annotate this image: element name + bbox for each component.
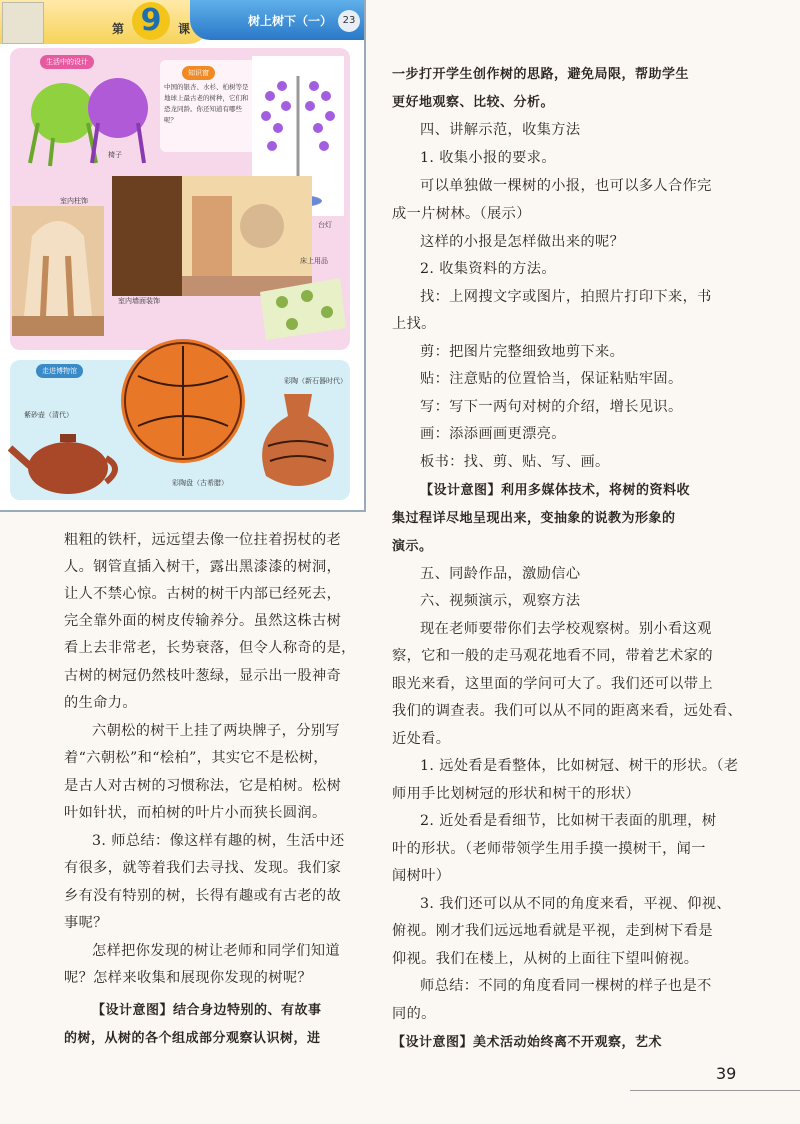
inset-header bbox=[0, 0, 364, 46]
knowledge-text: 中国的银杏、水杉、柏树等是地球上最古老的树种，它们和恐龙同龄。你还知道有哪些呢？ bbox=[164, 83, 249, 124]
body-line: 师总结：不同的角度看同一棵树的样子也是不 bbox=[420, 978, 712, 994]
caption-chair: 椅子 bbox=[108, 151, 122, 159]
caption-jar: 彩陶（新石器时代） bbox=[284, 377, 347, 385]
teapot-image bbox=[8, 420, 124, 500]
body-line: 成一片树林。（展示） bbox=[392, 206, 531, 222]
body-line: 有很多，就等着我们去寻找、发现。我们家 bbox=[64, 860, 342, 876]
lesson-number: 9 bbox=[132, 2, 170, 40]
body-line: 师用手比划树冠的形状和树干的形状） bbox=[392, 786, 640, 802]
publisher-badge-icon bbox=[2, 2, 44, 44]
body-line: 古树的树冠仍然枝叶葱绿，显示出一股神奇 bbox=[64, 668, 342, 684]
body-line: 着“六朝松”和“桧柏”，其实它不是松树， bbox=[64, 750, 329, 766]
body-line: 事呢？ bbox=[64, 915, 108, 931]
body-line: 画：添添画画更漂亮。 bbox=[420, 426, 566, 442]
lesson-prefix: 第 bbox=[112, 22, 125, 36]
painted-plate-image bbox=[118, 336, 248, 466]
body-line: 叶如针状，而柏树的叶片小而狭长圆润。 bbox=[64, 805, 327, 821]
body-line: 闻树叶） bbox=[392, 868, 451, 884]
body-line: 这样的小报是怎样做出来的呢？ bbox=[420, 234, 625, 250]
museum-tag: 走进博物馆 bbox=[36, 364, 83, 378]
body-line: 同的。 bbox=[392, 1006, 436, 1022]
body-line: 呢？怎样来收集和展现你发现的树呢？ bbox=[64, 970, 312, 986]
body-line: 找：上网搜文字或图片，拍照片打印下来，书 bbox=[420, 289, 712, 305]
tree-chairs-image bbox=[18, 68, 158, 168]
section-heading: 五、同龄作品，激励信心 bbox=[420, 566, 581, 582]
body-line: 叶的形状。（老师带领学生用手摸一摸树干，闻一 bbox=[392, 841, 706, 857]
body-line: 贴：注意贴的位置恰当，保证粘贴牢固。 bbox=[420, 371, 683, 387]
body-line: 让人不禁心惊。古树的树干内部已经死去， bbox=[64, 586, 342, 602]
body-line: 剪：把图片完整细致地剪下来。 bbox=[420, 344, 625, 360]
body-line: 3. 师总结：像这样有趣的树，生活中还 bbox=[92, 833, 345, 849]
textbook-inset bbox=[0, 0, 366, 512]
section-heading: 六、视频演示，观察方法 bbox=[420, 593, 581, 609]
body-line: 近处看。 bbox=[392, 731, 451, 747]
caption-lamp: 台灯 bbox=[318, 221, 332, 229]
body-line: 上找。 bbox=[392, 316, 436, 332]
body-line: 板书：找、剪、贴、写、画。 bbox=[420, 454, 610, 470]
body-line: 1. 收集小报的要求。 bbox=[420, 150, 556, 166]
design-intent-line: 【设计意图】利用多媒体技术，将树的资料收 bbox=[420, 483, 691, 498]
footer-rule bbox=[630, 1090, 800, 1091]
lesson-suffix: 课 bbox=[178, 22, 191, 36]
design-intent-line: 的树，从树的各个组成部分观察认识树，进 bbox=[64, 1031, 321, 1046]
body-line: 是古人对古树的习惯称法，它是柏树。松树 bbox=[64, 778, 342, 794]
body-line: 2. 近处看是看细节，比如树干表面的肌理，树 bbox=[420, 813, 717, 829]
body-line: 1. 远处看是看整体，比如树冠、树干的形状。（老 bbox=[420, 758, 739, 774]
bedding-image bbox=[252, 272, 348, 342]
body-line: 完全靠外面的树皮传输养分。虽然这株古树 bbox=[64, 613, 342, 629]
body-line: 写：写下一两句对树的介绍，增长见识。 bbox=[420, 399, 683, 415]
caption-pillar: 室内柱饰 bbox=[60, 197, 88, 205]
body-line: 察，它和一般的走马观花地看不同，带着艺术家的 bbox=[392, 648, 713, 664]
design-intent-line: 【设计意图】结合身边特别的、有故事 bbox=[92, 1003, 322, 1018]
body-line: 俯视。刚才我们远远地看就是平视，走到树下看是 bbox=[392, 923, 713, 939]
design-intent-line: 更好地观察、比较、分析。 bbox=[392, 95, 555, 110]
design-intent-line: 【设计意图】美术活动始终离不开观察，艺术 bbox=[392, 1035, 663, 1050]
caption-plate: 彩陶盘（古希腊） bbox=[172, 479, 228, 487]
body-line: 我们的调查表。我们可以从不同的距离来看，远处看、 bbox=[392, 703, 743, 719]
design-intent-line: 演示。 bbox=[392, 539, 433, 554]
body-line: 怎样把你发现的树让老师和同学们知道 bbox=[92, 943, 340, 959]
caption-teapot: 紫砂壶（清代） bbox=[24, 411, 73, 419]
body-line: 人。钢管直插入树干，露出黑漆漆的树洞， bbox=[64, 559, 342, 575]
life-design-tag: 生活中的设计 bbox=[40, 55, 94, 69]
body-line: 六朝松的树干上挂了两块牌子，分别写 bbox=[92, 723, 340, 739]
body-line: 粗粗的铁杆，远远望去像一位拄着拐杖的老 bbox=[64, 532, 342, 548]
knowledge-tag: 知识窗 bbox=[182, 66, 215, 80]
section-heading: 四、讲解示范，收集方法 bbox=[420, 122, 581, 138]
body-line: 乡有没有特别的树，长得有趣或有古老的故 bbox=[64, 888, 342, 904]
body-line: 的生命力。 bbox=[64, 695, 137, 711]
lesson-title: 树上树下（一） bbox=[248, 14, 333, 28]
body-line: 3. 我们还可以从不同的角度来看，平视、仰视、 bbox=[420, 896, 731, 912]
body-line: 看上去非常老，长势衰落，但令人称奇的是， bbox=[64, 640, 356, 656]
design-intent-line: 一步打开学生创作树的思路，避免局限，帮助学生 bbox=[392, 67, 690, 82]
body-line: 现在老师要带你们去学校观察树。别小看这观 bbox=[420, 621, 712, 637]
body-line: 2. 收集资料的方法。 bbox=[420, 261, 556, 277]
caption-bed: 床上用品 bbox=[300, 257, 328, 265]
design-intent-line: 集过程详尽地呈现出来，变抽象的说教为形象的 bbox=[392, 511, 676, 526]
inset-page-number: 23 bbox=[338, 10, 360, 32]
body-line: 眼光来看，这里面的学问可大了。我们还可以带上 bbox=[392, 676, 713, 692]
painted-jar-image bbox=[248, 386, 348, 496]
page-number: 39 bbox=[716, 1064, 737, 1083]
caption-wall: 室内墙面装饰 bbox=[118, 297, 160, 305]
body-line: 仰视。我们在楼上，从树的上面往下望叫俯视。 bbox=[392, 951, 699, 967]
body-line: 可以单独做一棵树的小报，也可以多人合作完 bbox=[420, 178, 712, 194]
interior-pillar-image bbox=[12, 206, 104, 336]
